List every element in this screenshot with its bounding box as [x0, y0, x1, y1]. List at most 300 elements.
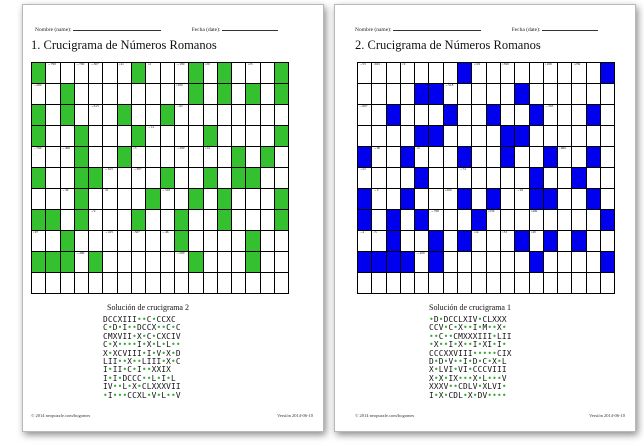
answer-cell[interactable] [260, 63, 274, 84]
answer-cell[interactable] [60, 210, 74, 231]
answer-cell[interactable] [543, 210, 557, 231]
answer-cell[interactable] [117, 168, 131, 189]
clue-cell[interactable] [89, 105, 103, 126]
clue-cell[interactable] [132, 231, 146, 252]
answer-cell[interactable] [46, 189, 60, 210]
puzzle-title: 2. Crucigrama de Números Romanos [355, 38, 541, 52]
answer-cell[interactable] [174, 126, 188, 147]
answer-cell[interactable] [46, 168, 60, 189]
clue-cell[interactable] [132, 168, 146, 189]
filled-cell [74, 210, 88, 231]
answer-cell[interactable] [260, 252, 274, 273]
answer-cell[interactable] [117, 210, 131, 231]
answer-cell[interactable] [386, 147, 400, 168]
answer-cell[interactable] [60, 126, 74, 147]
answer-cell[interactable] [232, 189, 246, 210]
clue-cell[interactable] [429, 210, 443, 231]
answer-cell[interactable] [117, 126, 131, 147]
answer-cell[interactable] [189, 105, 203, 126]
answer-cell[interactable] [189, 273, 203, 294]
answer-cell[interactable] [500, 105, 514, 126]
answer-cell[interactable] [217, 231, 231, 252]
answer-cell[interactable] [486, 126, 500, 147]
clue-cell[interactable] [32, 84, 46, 105]
answer-cell[interactable] [246, 126, 260, 147]
answer-cell[interactable] [89, 147, 103, 168]
answer-cell[interactable] [103, 63, 117, 84]
clue-cell[interactable] [103, 168, 117, 189]
answer-cell[interactable] [543, 273, 557, 294]
filled-cell [217, 189, 231, 210]
answer-cell[interactable] [132, 189, 146, 210]
answer-cell[interactable] [232, 273, 246, 294]
answer-cell[interactable] [32, 273, 46, 294]
answer-cell[interactable] [103, 147, 117, 168]
clue-cell[interactable] [160, 231, 174, 252]
answer-cell[interactable] [132, 273, 146, 294]
answer-cell[interactable] [203, 273, 217, 294]
clue-cell[interactable] [32, 231, 46, 252]
answer-cell[interactable] [32, 189, 46, 210]
answer-cell[interactable] [46, 231, 60, 252]
answer-cell[interactable] [486, 84, 500, 105]
answer-cell[interactable] [443, 273, 457, 294]
answer-cell[interactable] [372, 126, 386, 147]
clue-text: ↓601 [373, 62, 381, 66]
answer-cell[interactable] [486, 63, 500, 84]
answer-cell[interactable] [74, 273, 88, 294]
answer-cell[interactable] [203, 84, 217, 105]
clue-cell[interactable] [543, 63, 557, 84]
answer-cell[interactable] [458, 273, 472, 294]
answer-cell[interactable] [189, 231, 203, 252]
answer-cell[interactable] [400, 126, 414, 147]
clue-cell[interactable] [174, 105, 188, 126]
answer-cell[interactable] [260, 168, 274, 189]
answer-cell[interactable] [572, 126, 586, 147]
answer-cell[interactable] [529, 84, 543, 105]
answer-cell[interactable] [117, 273, 131, 294]
answer-cell[interactable] [103, 126, 117, 147]
answer-cell[interactable] [74, 105, 88, 126]
answer-cell[interactable] [358, 273, 372, 294]
answer-cell[interactable] [160, 147, 174, 168]
answer-cell[interactable] [89, 231, 103, 252]
answer-cell[interactable] [515, 273, 529, 294]
answer-cell[interactable] [500, 84, 514, 105]
answer-cell[interactable] [117, 231, 131, 252]
answer-cell[interactable] [217, 126, 231, 147]
answer-cell[interactable] [443, 210, 457, 231]
answer-cell[interactable] [103, 252, 117, 273]
clue-cell[interactable] [358, 168, 372, 189]
answer-cell[interactable] [160, 210, 174, 231]
answer-cell[interactable] [160, 126, 174, 147]
answer-cell[interactable] [160, 84, 174, 105]
answer-cell[interactable] [89, 189, 103, 210]
answer-cell[interactable] [260, 105, 274, 126]
clue-cell[interactable] [103, 189, 117, 210]
footer-version: Versión 2014-06-10 [277, 413, 313, 418]
answer-cell[interactable] [586, 168, 600, 189]
filled-cell [500, 126, 514, 147]
answer-cell[interactable] [132, 84, 146, 105]
answer-cell[interactable] [146, 147, 160, 168]
clue-cell[interactable] [543, 105, 557, 126]
answer-cell[interactable] [486, 252, 500, 273]
answer-cell[interactable] [558, 210, 572, 231]
answer-cell[interactable] [543, 84, 557, 105]
answer-cell[interactable] [443, 147, 457, 168]
answer-cell[interactable] [203, 231, 217, 252]
answer-cell[interactable] [543, 126, 557, 147]
clue-cell[interactable] [46, 63, 60, 84]
answer-cell[interactable] [246, 147, 260, 168]
answer-cell[interactable] [275, 231, 289, 252]
answer-cell[interactable] [232, 84, 246, 105]
answer-cell[interactable] [415, 273, 429, 294]
answer-cell[interactable] [586, 126, 600, 147]
answer-cell[interactable] [472, 252, 486, 273]
clue-cell[interactable] [372, 189, 386, 210]
answer-cell[interactable] [586, 231, 600, 252]
answer-cell[interactable] [558, 84, 572, 105]
answer-cell[interactable] [458, 210, 472, 231]
answer-cell[interactable] [217, 105, 231, 126]
clue-cell[interactable] [74, 252, 88, 273]
answer-cell[interactable] [400, 84, 414, 105]
answer-cell[interactable] [232, 126, 246, 147]
clue-cell[interactable] [89, 210, 103, 231]
answer-cell[interactable] [558, 189, 572, 210]
clue-cell[interactable] [174, 252, 188, 273]
answer-cell[interactable] [415, 105, 429, 126]
answer-cell[interactable] [472, 84, 486, 105]
answer-cell[interactable] [515, 105, 529, 126]
answer-cell[interactable] [160, 273, 174, 294]
answer-cell[interactable] [529, 63, 543, 84]
answer-cell[interactable] [260, 210, 274, 231]
answer-cell[interactable] [515, 147, 529, 168]
answer-cell[interactable] [472, 126, 486, 147]
clue-cell[interactable] [572, 63, 586, 84]
answer-cell[interactable] [203, 105, 217, 126]
clue-cell[interactable] [372, 63, 386, 84]
answer-cell[interactable] [558, 273, 572, 294]
answer-cell[interactable] [443, 126, 457, 147]
answer-cell[interactable] [558, 105, 572, 126]
answer-cell[interactable] [558, 231, 572, 252]
clue-cell[interactable] [515, 189, 529, 210]
answer-cell[interactable] [60, 273, 74, 294]
answer-cell[interactable] [358, 126, 372, 147]
answer-cell[interactable] [189, 126, 203, 147]
answer-cell[interactable] [429, 168, 443, 189]
answer-cell[interactable] [246, 105, 260, 126]
answer-cell[interactable] [443, 63, 457, 84]
solution-line: C•D•I••DCCX••C•C [103, 323, 181, 333]
answer-cell[interactable] [586, 210, 600, 231]
answer-cell[interactable] [515, 210, 529, 231]
answer-cell[interactable] [415, 231, 429, 252]
answer-cell[interactable] [429, 189, 443, 210]
answer-cell[interactable] [189, 168, 203, 189]
answer-cell[interactable] [232, 252, 246, 273]
clue-cell[interactable] [529, 231, 543, 252]
answer-cell[interactable] [515, 63, 529, 84]
answer-cell[interactable] [415, 63, 429, 84]
answer-cell[interactable] [117, 84, 131, 105]
answer-cell[interactable] [601, 189, 615, 210]
clue-cell[interactable] [146, 126, 160, 147]
answer-cell[interactable] [572, 252, 586, 273]
answer-cell[interactable] [60, 63, 74, 84]
answer-cell[interactable] [443, 231, 457, 252]
answer-cell[interactable] [400, 231, 414, 252]
answer-cell[interactable] [232, 63, 246, 84]
answer-cell[interactable] [543, 252, 557, 273]
answer-cell[interactable] [558, 63, 572, 84]
answer-cell[interactable] [117, 252, 131, 273]
answer-cell[interactable] [558, 126, 572, 147]
answer-cell[interactable] [572, 210, 586, 231]
answer-cell[interactable] [260, 231, 274, 252]
answer-cell[interactable] [386, 84, 400, 105]
clue-cell[interactable] [400, 63, 414, 84]
answer-cell[interactable] [74, 231, 88, 252]
answer-cell[interactable] [601, 231, 615, 252]
answer-cell[interactable] [232, 105, 246, 126]
filled-cell [601, 210, 615, 231]
answer-cell[interactable] [146, 210, 160, 231]
answer-cell[interactable] [217, 273, 231, 294]
answer-cell[interactable] [174, 273, 188, 294]
clue-cell[interactable] [32, 147, 46, 168]
answer-cell[interactable] [486, 273, 500, 294]
clue-cell[interactable] [203, 63, 217, 84]
answer-cell[interactable] [146, 168, 160, 189]
answer-cell[interactable] [529, 126, 543, 147]
answer-cell[interactable] [472, 105, 486, 126]
answer-cell[interactable] [103, 210, 117, 231]
answer-cell[interactable] [472, 147, 486, 168]
answer-cell[interactable] [372, 168, 386, 189]
answer-cell[interactable] [400, 168, 414, 189]
clue-cell[interactable] [89, 63, 103, 84]
answer-cell[interactable] [74, 84, 88, 105]
clue-cell[interactable] [60, 147, 74, 168]
clue-cell[interactable] [174, 84, 188, 105]
answer-cell[interactable] [358, 84, 372, 105]
answer-cell[interactable] [601, 147, 615, 168]
clue-cell[interactable] [358, 63, 372, 84]
answer-cell[interactable] [132, 105, 146, 126]
answer-cell[interactable] [60, 168, 74, 189]
answer-cell[interactable] [500, 273, 514, 294]
answer-cell[interactable] [232, 231, 246, 252]
answer-cell[interactable] [472, 273, 486, 294]
answer-cell[interactable] [103, 105, 117, 126]
answer-cell[interactable] [558, 252, 572, 273]
answer-cell[interactable] [246, 210, 260, 231]
filled-cell [601, 63, 615, 84]
answer-cell[interactable] [572, 147, 586, 168]
answer-cell[interactable] [586, 252, 600, 273]
answer-cell[interactable] [500, 189, 514, 210]
answer-cell[interactable] [189, 147, 203, 168]
answer-cell[interactable] [486, 168, 500, 189]
answer-cell[interactable] [586, 273, 600, 294]
answer-cell[interactable] [572, 105, 586, 126]
answer-cell[interactable] [386, 189, 400, 210]
answer-cell[interactable] [46, 84, 60, 105]
answer-cell[interactable] [275, 105, 289, 126]
answer-cell[interactable] [203, 210, 217, 231]
answer-cell[interactable] [246, 273, 260, 294]
answer-cell[interactable] [400, 273, 414, 294]
clue-cell[interactable] [558, 147, 572, 168]
clue-cell[interactable] [443, 84, 457, 105]
clue-cell[interactable] [415, 252, 429, 273]
answer-cell[interactable] [146, 105, 160, 126]
clue-cell[interactable] [174, 63, 188, 84]
answer-cell[interactable] [146, 252, 160, 273]
clue-cell[interactable] [472, 63, 486, 84]
answer-cell[interactable] [486, 147, 500, 168]
answer-cell[interactable] [203, 189, 217, 210]
answer-cell[interactable] [46, 105, 60, 126]
clue-text: ↓399 [501, 62, 509, 66]
clue-cell[interactable] [132, 147, 146, 168]
answer-cell[interactable] [500, 252, 514, 273]
answer-cell[interactable] [89, 273, 103, 294]
answer-cell[interactable] [601, 84, 615, 105]
answer-cell[interactable] [103, 84, 117, 105]
answer-cell[interactable] [543, 168, 557, 189]
answer-cell[interactable] [500, 210, 514, 231]
answer-cell[interactable] [486, 231, 500, 252]
answer-cell[interactable] [515, 252, 529, 273]
answer-cell[interactable] [386, 126, 400, 147]
clue-cell[interactable] [472, 231, 486, 252]
clue-cell[interactable] [500, 63, 514, 84]
answer-cell[interactable] [458, 105, 472, 126]
answer-cell[interactable] [103, 273, 117, 294]
answer-cell[interactable] [246, 189, 260, 210]
answer-cell[interactable] [472, 168, 486, 189]
answer-cell[interactable] [46, 147, 60, 168]
answer-cell[interactable] [601, 168, 615, 189]
answer-cell[interactable] [275, 252, 289, 273]
answer-cell[interactable] [443, 252, 457, 273]
answer-cell[interactable] [174, 189, 188, 210]
answer-cell[interactable] [217, 147, 231, 168]
answer-cell[interactable] [429, 273, 443, 294]
answer-cell[interactable] [146, 84, 160, 105]
answer-cell[interactable] [386, 273, 400, 294]
answer-cell[interactable] [500, 168, 514, 189]
footer-copyright: © 2014 neopuzzle.com/bogomes [31, 413, 91, 418]
answer-cell[interactable] [601, 126, 615, 147]
answer-cell[interactable] [146, 231, 160, 252]
solution-grid [103, 316, 181, 400]
answer-cell[interactable] [572, 273, 586, 294]
filled-cell [32, 168, 46, 189]
answer-cell[interactable] [429, 105, 443, 126]
answer-cell[interactable] [572, 189, 586, 210]
answer-cell[interactable] [260, 126, 274, 147]
answer-cell[interactable] [132, 252, 146, 273]
answer-cell[interactable] [46, 126, 60, 147]
clue-cell[interactable] [146, 63, 160, 84]
answer-cell[interactable] [174, 168, 188, 189]
answer-cell[interactable] [372, 210, 386, 231]
answer-cell[interactable] [572, 84, 586, 105]
clue-cell[interactable] [458, 168, 472, 189]
answer-cell[interactable] [260, 84, 274, 105]
answer-cell[interactable] [260, 189, 274, 210]
answer-cell[interactable] [458, 126, 472, 147]
answer-cell[interactable] [275, 273, 289, 294]
answer-cell[interactable] [189, 210, 203, 231]
clue-cell[interactable] [358, 231, 372, 252]
answer-cell[interactable] [458, 252, 472, 273]
answer-cell[interactable] [203, 252, 217, 273]
answer-cell[interactable] [275, 147, 289, 168]
answer-cell[interactable] [601, 273, 615, 294]
answer-cell[interactable] [586, 84, 600, 105]
answer-cell[interactable] [372, 105, 386, 126]
answer-cell[interactable] [429, 147, 443, 168]
answer-cell[interactable] [586, 63, 600, 84]
answer-cell[interactable] [232, 210, 246, 231]
answer-cell[interactable] [217, 168, 231, 189]
answer-cell[interactable] [260, 273, 274, 294]
answer-cell[interactable] [89, 84, 103, 105]
answer-cell[interactable] [372, 84, 386, 105]
answer-cell[interactable] [89, 126, 103, 147]
clue-cell[interactable] [415, 147, 429, 168]
answer-cell[interactable] [160, 252, 174, 273]
answer-cell[interactable] [443, 168, 457, 189]
answer-cell[interactable] [429, 63, 443, 84]
answer-cell[interactable] [372, 273, 386, 294]
answer-cell[interactable] [386, 63, 400, 84]
answer-cell[interactable] [117, 189, 131, 210]
answer-cell[interactable] [415, 189, 429, 210]
answer-cell[interactable] [386, 168, 400, 189]
answer-cell[interactable] [472, 189, 486, 210]
clue-cell[interactable] [117, 63, 131, 84]
answer-cell[interactable] [46, 273, 60, 294]
answer-cell[interactable] [529, 147, 543, 168]
answer-cell[interactable] [515, 168, 529, 189]
solution-line: •I•••CCXL•V•L••V [103, 390, 181, 400]
clue-cell[interactable] [443, 189, 457, 210]
answer-cell[interactable] [601, 105, 615, 126]
answer-cell[interactable] [275, 168, 289, 189]
answer-cell[interactable] [400, 210, 414, 231]
answer-cell[interactable] [558, 168, 572, 189]
answer-cell[interactable] [400, 105, 414, 126]
answer-cell[interactable] [160, 63, 174, 84]
answer-cell[interactable] [529, 273, 543, 294]
answer-cell[interactable] [458, 84, 472, 105]
answer-cell[interactable] [217, 252, 231, 273]
grid-row [32, 210, 289, 231]
answer-cell[interactable] [146, 273, 160, 294]
clue-cell[interactable] [174, 147, 188, 168]
